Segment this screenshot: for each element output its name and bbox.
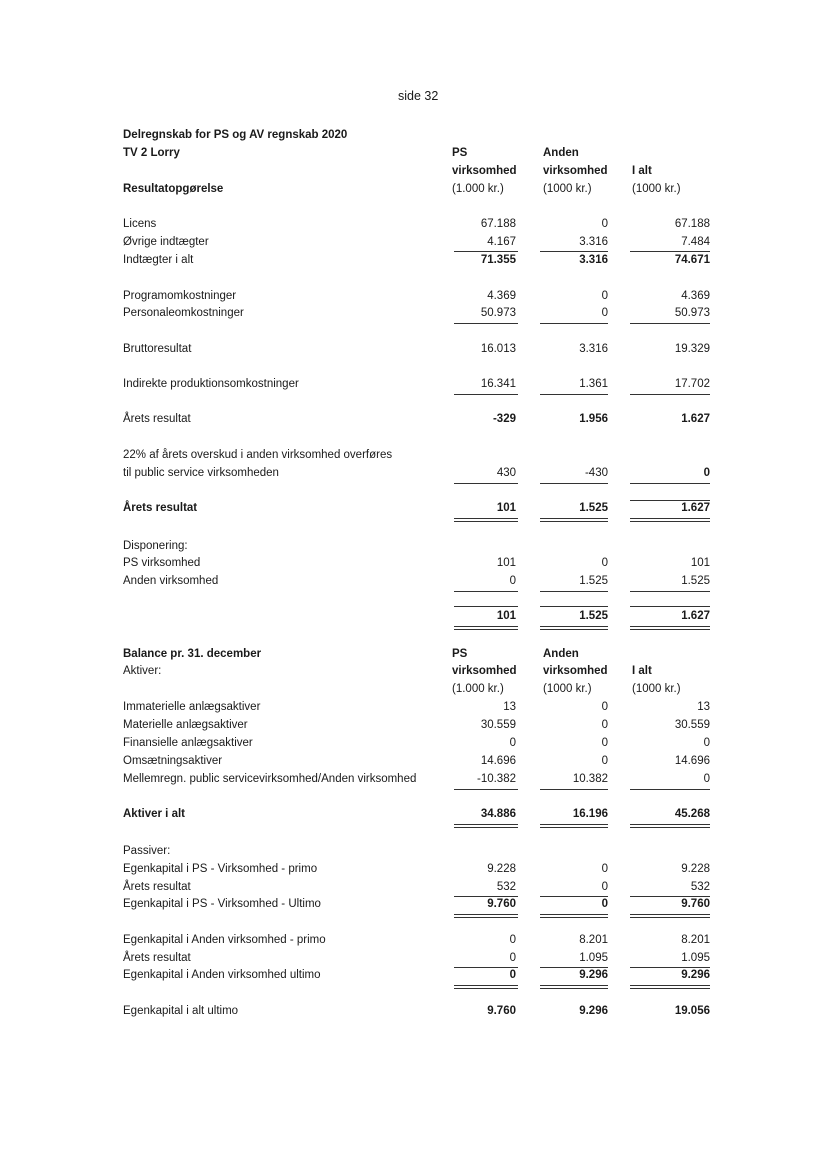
rule — [630, 827, 710, 828]
rule — [630, 591, 710, 592]
cell-ps: 16.013 — [480, 343, 516, 355]
rule — [454, 985, 518, 986]
rule — [630, 521, 710, 522]
rule — [630, 629, 710, 630]
cell-ps: 430 — [496, 467, 516, 479]
cell-total: 74.671 — [674, 254, 710, 266]
rule — [540, 521, 608, 522]
cell-av: 0 — [601, 755, 608, 767]
row-label: Immaterielle anlægsaktiver — [123, 701, 261, 713]
col-header-ps: virksomhed — [452, 165, 517, 177]
document-title: Delregnskab for PS og AV regnskab 2020 — [123, 129, 348, 141]
row-label: Personaleomkostninger — [123, 307, 244, 319]
rule — [630, 917, 710, 918]
row-label: Mellemregn. public servicevirksomhed/Anden virksomhed — [123, 773, 417, 785]
cell-av: 1.525 — [579, 610, 608, 622]
result-heading: Resultatopgørelse — [123, 183, 224, 195]
cell-ps: 50.973 — [480, 307, 516, 319]
cell-av: 3.316 — [579, 343, 608, 355]
col-header-av: virksomhed — [543, 165, 608, 177]
col-header-ps: virksomhed — [452, 665, 517, 677]
cell-ps: 13 — [503, 701, 516, 713]
row-label: Programomkostninger — [123, 290, 237, 302]
cell-ps: 4.167 — [487, 236, 516, 248]
row-label: Bruttoresultat — [123, 343, 192, 355]
rule — [540, 789, 608, 790]
cell-total: 8.201 — [681, 934, 710, 946]
rule — [630, 518, 710, 519]
rule — [454, 824, 518, 825]
row-label: Egenkapital i PS - Virksomhed - primo — [123, 863, 318, 875]
cell-av: 0 — [601, 218, 608, 230]
rule — [540, 914, 608, 915]
rule — [630, 967, 710, 968]
rule — [454, 629, 518, 630]
rule — [540, 483, 608, 484]
cell-ps: 14.696 — [480, 755, 516, 767]
cell-av: 0 — [601, 737, 608, 749]
rule — [540, 917, 608, 918]
cell-av: 0 — [601, 701, 608, 713]
page-number: side 32 — [398, 89, 439, 103]
rule — [454, 323, 518, 324]
col-header-ps-unit: (1.000 kr.) — [452, 683, 504, 695]
cell-ps: 101 — [496, 557, 516, 569]
row-label: Egenkapital i Anden virksomhed ultimo — [123, 969, 321, 981]
liab-heading: Passiver: — [123, 845, 171, 857]
row-label: Materielle anlægsaktiver — [123, 719, 248, 731]
rule — [630, 626, 710, 627]
rule — [454, 789, 518, 790]
cell-av: 0 — [601, 863, 608, 875]
cell-total: 0 — [703, 467, 710, 479]
rule — [540, 323, 608, 324]
cell-ps: 9.760 — [487, 898, 516, 910]
rule — [630, 323, 710, 324]
row-label: Anden virksomhed — [123, 575, 219, 587]
row-label: Årets resultat — [123, 952, 191, 964]
cell-total: 17.702 — [674, 378, 710, 390]
rule — [454, 896, 518, 897]
cell-av: 0 — [601, 898, 608, 910]
row-label: Egenkapital i PS - Virksomhed - Ultimo — [123, 898, 321, 910]
rule — [454, 967, 518, 968]
rule — [454, 827, 518, 828]
cell-total: 13 — [697, 701, 710, 713]
col-header-total: I alt — [632, 165, 652, 177]
rule — [540, 606, 608, 607]
col-header-ps-unit: (1.000 kr.) — [452, 183, 504, 195]
cell-ps: 532 — [496, 881, 516, 893]
row-label: Licens — [123, 218, 157, 230]
cell-ps: 9.760 — [487, 1005, 516, 1017]
col-header-ps: PS — [452, 648, 468, 660]
row-label: Egenkapital i alt ultimo — [123, 1005, 239, 1017]
cell-total: 0 — [703, 737, 710, 749]
rule — [454, 591, 518, 592]
rule — [540, 629, 608, 630]
cell-av: 9.296 — [579, 1005, 608, 1017]
cell-total: 1.627 — [681, 413, 710, 425]
rule — [454, 251, 518, 252]
cell-ps: 101 — [496, 502, 516, 514]
cell-total: 19.056 — [674, 1005, 710, 1017]
cell-total: 101 — [690, 557, 710, 569]
rule — [630, 500, 710, 501]
cell-av: 0 — [601, 307, 608, 319]
cell-av: 0 — [601, 290, 608, 302]
col-header-total-unit: (1000 kr.) — [632, 683, 681, 695]
rule — [630, 824, 710, 825]
cell-ps: 71.355 — [480, 254, 516, 266]
transfer-label: 22% af årets overskud i anden virksomhed overføres — [123, 449, 393, 461]
cell-total: 9.228 — [681, 863, 710, 875]
cell-ps: 34.886 — [480, 808, 516, 820]
cell-total: 1.627 — [681, 502, 710, 514]
rule — [630, 985, 710, 986]
cell-ps: 0 — [509, 934, 516, 946]
cell-total: 7.484 — [681, 236, 710, 248]
rule — [540, 518, 608, 519]
rule — [454, 394, 518, 395]
cell-av: 0 — [601, 557, 608, 569]
rule — [454, 988, 518, 989]
rule — [540, 988, 608, 989]
cell-av: 1.361 — [579, 378, 608, 390]
col-header-av-unit: (1000 kr.) — [543, 683, 592, 695]
cell-ps: -329 — [492, 413, 516, 425]
cell-av: 16.196 — [572, 808, 608, 820]
col-header-av: Anden — [543, 648, 579, 660]
cell-ps: 0 — [509, 969, 516, 981]
rule — [540, 394, 608, 395]
cell-av: 3.316 — [579, 236, 608, 248]
cell-total: 67.188 — [674, 218, 710, 230]
cell-ps: 0 — [509, 575, 516, 587]
cell-ps: 0 — [509, 952, 516, 964]
row-label: Omsætningsaktiver — [123, 755, 223, 767]
rule — [454, 917, 518, 918]
rule — [630, 394, 710, 395]
cell-ps: 101 — [496, 610, 516, 622]
row-label: Indtægter i alt — [123, 254, 194, 266]
cell-total: 1.627 — [681, 610, 710, 622]
cell-av: -430 — [584, 467, 608, 479]
cell-av: 0 — [601, 719, 608, 731]
col-header-av: virksomhed — [543, 665, 608, 677]
cell-av: 10.382 — [572, 773, 608, 785]
rule — [540, 967, 608, 968]
row-label: Aktiver i alt — [123, 808, 185, 820]
cell-ps: 30.559 — [480, 719, 516, 731]
cell-total: 9.296 — [681, 969, 710, 981]
rule — [540, 626, 608, 627]
cell-ps: 67.188 — [480, 218, 516, 230]
cell-av: 0 — [601, 881, 608, 893]
cell-av: 1.095 — [579, 952, 608, 964]
col-header-total-unit: (1000 kr.) — [632, 183, 681, 195]
col-header-ps: PS — [452, 147, 468, 159]
cell-total: 1.095 — [681, 952, 710, 964]
rule — [630, 896, 710, 897]
rule — [540, 985, 608, 986]
rule — [540, 827, 608, 828]
rule — [630, 914, 710, 915]
rule — [630, 483, 710, 484]
cell-ps: 4.369 — [487, 290, 516, 302]
cell-av: 8.201 — [579, 934, 608, 946]
row-label: PS virksomhed — [123, 557, 201, 569]
cell-av: 1.525 — [579, 575, 608, 587]
rule — [630, 789, 710, 790]
row-label: Årets resultat — [123, 881, 191, 893]
cell-total: 532 — [690, 881, 710, 893]
cell-total: 4.369 — [681, 290, 710, 302]
company-name: TV 2 Lorry — [123, 147, 180, 159]
col-header-av-unit: (1000 kr.) — [543, 183, 592, 195]
cell-av: 9.296 — [579, 969, 608, 981]
cell-total: 50.973 — [674, 307, 710, 319]
cell-ps: 0 — [509, 737, 516, 749]
cell-ps: -10.382 — [476, 773, 516, 785]
row-label: til public service virksomheden — [123, 467, 279, 479]
rule — [454, 626, 518, 627]
col-header-total: I alt — [632, 665, 652, 677]
cell-av: 1.956 — [579, 413, 608, 425]
cell-ps: 16.341 — [480, 378, 516, 390]
row-label: Øvrige indtægter — [123, 236, 209, 248]
rule — [454, 518, 518, 519]
cell-total: 45.268 — [674, 808, 710, 820]
rule — [454, 606, 518, 607]
row-label: Finansielle anlægsaktiver — [123, 737, 253, 749]
cell-total: 30.559 — [674, 719, 710, 731]
rule — [540, 251, 608, 252]
row-label: Egenkapital i Anden virksomhed - primo — [123, 934, 326, 946]
rule — [630, 988, 710, 989]
dispo-heading: Disponering: — [123, 540, 188, 552]
rule — [540, 824, 608, 825]
col-header-av: Anden — [543, 147, 579, 159]
cell-total: 19.329 — [674, 343, 710, 355]
cell-av: 3.316 — [579, 254, 608, 266]
row-label: Indirekte produktionsomkostninger — [123, 378, 299, 390]
rule — [540, 591, 608, 592]
cell-total: 14.696 — [674, 755, 710, 767]
cell-total: 0 — [703, 773, 710, 785]
rule — [454, 483, 518, 484]
cell-ps: 9.228 — [487, 863, 516, 875]
rule — [454, 914, 518, 915]
rule — [454, 521, 518, 522]
rule — [630, 251, 710, 252]
cell-total: 1.525 — [681, 575, 710, 587]
row-label: Årets resultat — [123, 502, 198, 514]
balance-title: Balance pr. 31. december — [123, 648, 262, 660]
rule — [540, 896, 608, 897]
assets-heading: Aktiver: — [123, 665, 162, 677]
cell-av: 1.525 — [579, 502, 608, 514]
rule — [630, 606, 710, 607]
row-label: Årets resultat — [123, 413, 191, 425]
cell-total: 9.760 — [681, 898, 710, 910]
